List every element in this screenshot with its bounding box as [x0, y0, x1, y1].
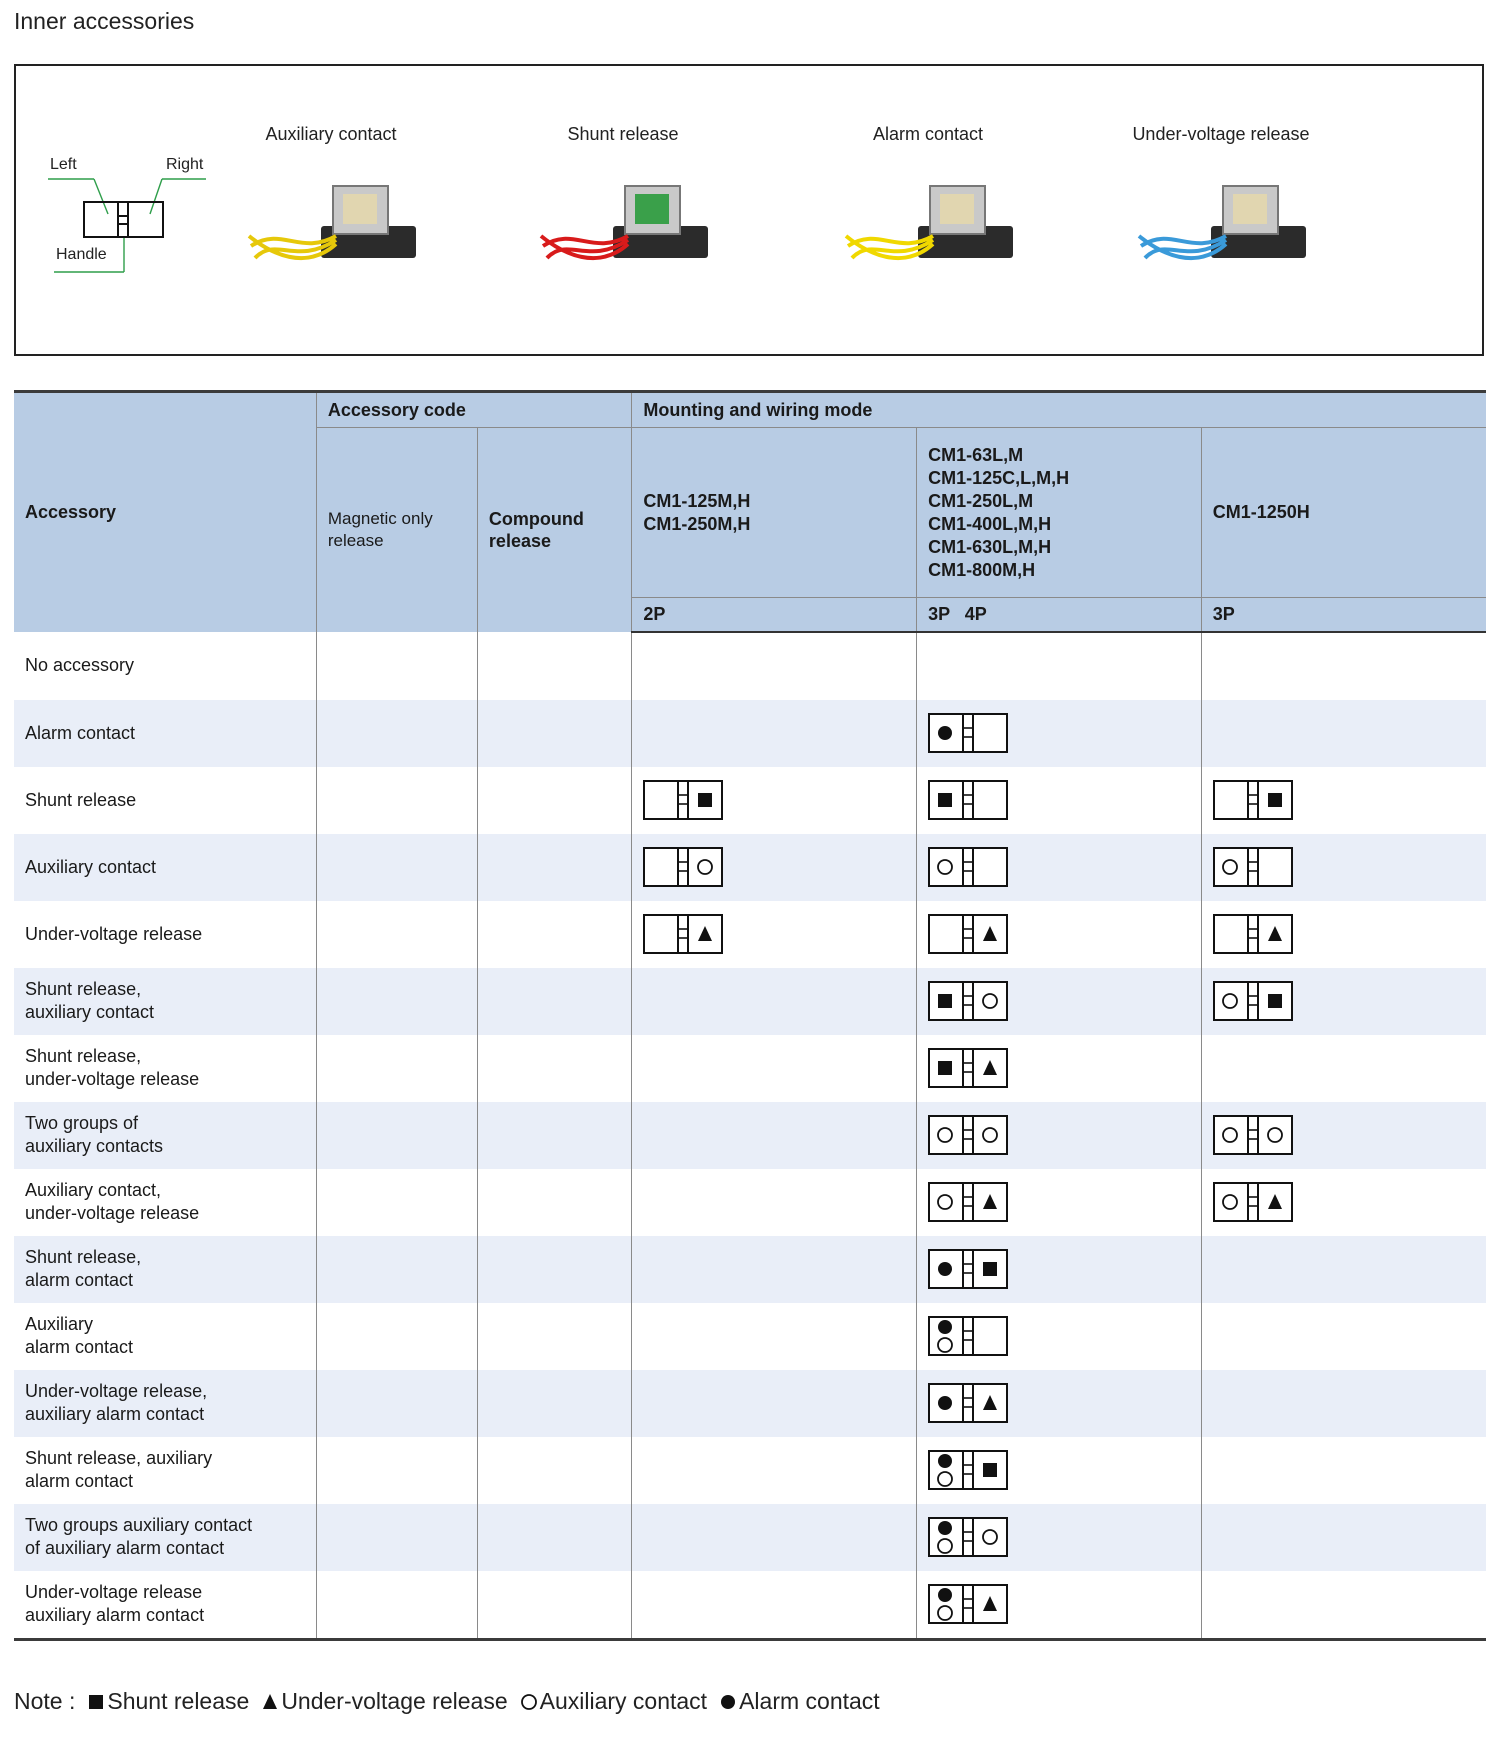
shunt-mark	[938, 793, 952, 807]
compound-code	[477, 1303, 631, 1370]
accessory-name-line: of auxiliary alarm contact	[25, 1538, 225, 1558]
aux-mark	[1223, 860, 1237, 874]
mounting-cell	[632, 968, 917, 1035]
accessory-name-line: Under-voltage release,	[25, 1381, 208, 1401]
mounting-cell	[1201, 767, 1486, 834]
accessory-name-line: auxiliary alarm contact	[25, 1605, 205, 1625]
shunt-mark	[698, 793, 712, 807]
accessory-name	[14, 834, 316, 901]
diagram-left-label: Left	[50, 156, 77, 173]
accessory-name	[14, 1571, 316, 1640]
section-title: Inner accessories	[14, 8, 195, 34]
model-name: CM1-125C,L,M,H	[928, 467, 1070, 488]
model-group-3	[1201, 428, 1486, 598]
alarm-mark	[938, 1262, 952, 1276]
accessory-name-line: Auxiliary contact,	[25, 1180, 162, 1200]
compound-code	[477, 901, 631, 968]
accessory-name-line: Shunt release,	[25, 1046, 142, 1066]
accessory-name	[14, 901, 316, 968]
mounting-cell	[632, 834, 917, 901]
accessory-photo-caption: Shunt release	[567, 124, 679, 144]
magnetic-code	[316, 1303, 477, 1370]
mounting-cell	[632, 700, 917, 767]
accessory-name	[14, 1303, 316, 1370]
table-row	[14, 968, 1486, 1035]
table-row	[14, 1370, 1486, 1437]
magnetic-code	[316, 1102, 477, 1169]
aux-mark	[522, 1695, 536, 1709]
mounting-diagram-icon	[928, 1316, 1008, 1356]
compound-code	[477, 767, 631, 834]
accessory-photo-item	[473, 124, 773, 286]
alarm-legend-icon	[719, 1692, 737, 1712]
compound-code	[477, 1370, 631, 1437]
accessory-name-line: alarm contact	[25, 1337, 134, 1357]
accessory-name-line: Two groups of	[25, 1113, 139, 1133]
accessory-name	[14, 1504, 316, 1571]
alarm-mark	[938, 1588, 952, 1602]
accessory-name-line: auxiliary contacts	[25, 1136, 164, 1156]
table-row	[14, 1571, 1486, 1640]
accessory-header: Accessory	[14, 392, 316, 632]
accessory-name	[14, 1169, 316, 1236]
accessory-name-line: No accessory	[25, 655, 135, 675]
accessory-photo-item	[181, 124, 481, 286]
table-row	[14, 1236, 1486, 1303]
magnetic-code	[316, 1169, 477, 1236]
aux-mark	[938, 860, 952, 874]
mounting-diagram-icon	[928, 981, 1008, 1021]
accessory-name	[14, 1236, 316, 1303]
aux-mark	[983, 1530, 997, 1544]
compound-code	[477, 1169, 631, 1236]
mounting-cell	[632, 901, 917, 968]
mounting-cell	[1201, 901, 1486, 968]
mounting-cell	[1201, 968, 1486, 1035]
aux-mark	[938, 1539, 952, 1553]
table-row	[14, 1102, 1486, 1169]
accessory-name-line: alarm contact	[25, 1270, 134, 1290]
accessory-picture-panel	[14, 64, 1484, 356]
mounting-cell	[1201, 1303, 1486, 1370]
uv-mark	[263, 1694, 277, 1709]
mounting-header: Mounting and wiring mode	[632, 392, 1486, 428]
mounting-diagram-icon	[1213, 981, 1293, 1021]
table-row	[14, 834, 1486, 901]
compound-code	[477, 1571, 631, 1640]
model-name: CM1-1250H	[1212, 502, 1310, 522]
under-voltage-release-photo	[1131, 166, 1311, 286]
mounting-diagram-icon	[1213, 780, 1293, 820]
aux-mark	[1223, 1195, 1237, 1209]
mounting-cell	[917, 1437, 1202, 1504]
mounting-cell	[917, 1236, 1202, 1303]
mounting-cell	[917, 901, 1202, 968]
accessory-name-line: Auxiliary contact	[25, 856, 157, 877]
table-row	[14, 767, 1486, 834]
accessory-name-line: Shunt release,	[25, 1247, 142, 1267]
magnetic-code	[316, 1437, 477, 1504]
aux-mark	[1268, 1128, 1282, 1142]
accessory-name-line: Alarm contact	[25, 722, 136, 743]
compound-code	[477, 632, 631, 700]
table-row	[14, 1504, 1486, 1571]
diagram-handle-label: Handle	[56, 246, 107, 263]
accessory-name-line: Shunt release	[25, 789, 137, 810]
mounting-cell	[917, 1571, 1202, 1640]
model-group-2	[917, 428, 1202, 598]
mounting-cell	[917, 1035, 1202, 1102]
mounting-cell	[1201, 700, 1486, 767]
mounting-diagram-icon	[643, 847, 723, 887]
mounting-diagram-icon	[928, 1048, 1008, 1088]
legend-label: Under-voltage release	[281, 1688, 508, 1714]
legend-label: Alarm contact	[739, 1688, 880, 1714]
compound-code	[477, 968, 631, 1035]
mounting-diagram-icon	[928, 1383, 1008, 1423]
aux-mark	[938, 1606, 952, 1620]
aux-mark	[938, 1128, 952, 1142]
shunt-release-photo	[533, 166, 713, 286]
mounting-diagram-icon	[1213, 914, 1293, 954]
model-name: CM1-125M,H	[643, 490, 751, 511]
mounting-cell	[1201, 1169, 1486, 1236]
mounting-cell	[1201, 1035, 1486, 1102]
mounting-cell	[917, 1303, 1202, 1370]
mounting-cell	[917, 700, 1202, 767]
accessory-name-line: Under-voltage release	[25, 923, 203, 944]
poles-group-3: 3P	[1201, 598, 1486, 632]
mounting-cell	[632, 1303, 917, 1370]
accessory-name	[14, 767, 316, 834]
table-row	[14, 1303, 1486, 1370]
shunt-mark	[1268, 994, 1282, 1008]
mounting-diagram-icon	[928, 1115, 1008, 1155]
note-prefix: Note :	[14, 1688, 76, 1714]
mounting-cell	[1201, 1370, 1486, 1437]
mounting-cell	[917, 767, 1202, 834]
compound-release-header: Compound release	[477, 428, 631, 632]
mounting-cell	[1201, 1504, 1486, 1571]
aux-mark	[938, 1472, 952, 1486]
mounting-cell	[632, 1437, 917, 1504]
accessory-name-line: Auxiliary	[25, 1314, 94, 1334]
accessory-photo-caption: Auxiliary contact	[265, 124, 397, 144]
shunt-mark	[89, 1695, 103, 1709]
table-row	[14, 1035, 1486, 1102]
mounting-cell	[917, 1102, 1202, 1169]
magnetic-code	[316, 1035, 477, 1102]
mounting-diagram-icon	[1213, 1115, 1293, 1155]
magnetic-code	[316, 1236, 477, 1303]
mounting-diagram-icon	[1213, 847, 1293, 887]
alarm-mark	[938, 1396, 952, 1410]
accessory-name-line: Shunt release, auxiliary	[25, 1448, 213, 1468]
shunt-mark	[938, 994, 952, 1008]
magnetic-code	[316, 1370, 477, 1437]
compound-code	[477, 1035, 631, 1102]
aux-mark	[1223, 1128, 1237, 1142]
accessory-table	[14, 390, 1486, 1641]
accessory-name	[14, 1370, 316, 1437]
mounting-diagram-icon	[643, 914, 723, 954]
accessory-name	[14, 632, 316, 700]
magnetic-code	[316, 632, 477, 700]
uv-legend-icon	[261, 1692, 279, 1712]
shunt-mark	[1268, 793, 1282, 807]
mounting-diagram-icon	[1213, 1182, 1293, 1222]
legend-label: Shunt release	[107, 1688, 250, 1714]
mounting-cell	[632, 767, 917, 834]
mounting-cell	[632, 632, 917, 700]
magnetic-release-header: Magnetic only release	[316, 428, 477, 632]
compound-code	[477, 700, 631, 767]
accessory-photo-item	[778, 124, 1078, 286]
mounting-cell	[917, 968, 1202, 1035]
accessory-name	[14, 1102, 316, 1169]
mounting-diagram-icon	[928, 1182, 1008, 1222]
model-group-1	[632, 428, 917, 598]
model-name: CM1-250M,H	[643, 513, 751, 534]
accessory-name-line: Shunt release,	[25, 979, 142, 999]
mounting-cell	[632, 1504, 917, 1571]
compound-code	[477, 1102, 631, 1169]
table-row	[14, 1437, 1486, 1504]
alarm-mark	[938, 1521, 952, 1535]
alarm-mark	[938, 1320, 952, 1334]
accessory-photo-caption: Alarm contact	[872, 124, 984, 144]
aux-mark	[983, 994, 997, 1008]
mounting-diagram-icon	[928, 914, 1008, 954]
accessory-code-header: Accessory code	[316, 392, 632, 428]
magnetic-code	[316, 1504, 477, 1571]
shunt-mark	[983, 1262, 997, 1276]
magnetic-code	[316, 700, 477, 767]
mounting-diagram-icon	[928, 1249, 1008, 1289]
table-row	[14, 1169, 1486, 1236]
accessory-name-line: alarm contact	[25, 1471, 134, 1491]
mounting-diagram-icon	[928, 780, 1008, 820]
mounting-diagram-icon	[928, 1517, 1008, 1557]
aux-legend-icon	[520, 1692, 538, 1712]
model-name: CM1-400L,M,H	[928, 513, 1052, 534]
aux-mark	[983, 1128, 997, 1142]
alarm-mark	[938, 726, 952, 740]
mounting-cell	[632, 1102, 917, 1169]
table-row	[14, 700, 1486, 767]
mounting-cell	[1201, 632, 1486, 700]
accessory-name	[14, 968, 316, 1035]
mounting-cell	[632, 1169, 917, 1236]
table-row	[14, 632, 1486, 700]
table-row	[14, 901, 1486, 968]
mounting-cell	[632, 1571, 917, 1640]
accessory-name-line: under-voltage release	[25, 1069, 200, 1089]
mounting-cell	[1201, 1102, 1486, 1169]
mounting-cell	[917, 1504, 1202, 1571]
magnetic-code	[316, 767, 477, 834]
magnetic-code	[316, 834, 477, 901]
mounting-cell	[632, 1370, 917, 1437]
diagram-right-label: Right	[166, 156, 204, 173]
model-name: CM1-800M,H	[928, 559, 1036, 580]
magnetic-code	[316, 1571, 477, 1640]
mounting-cell	[917, 632, 1202, 700]
mounting-cell	[1201, 1437, 1486, 1504]
mounting-cell	[917, 1169, 1202, 1236]
mounting-cell	[917, 1370, 1202, 1437]
accessory-name	[14, 1035, 316, 1102]
accessory-name-line: auxiliary contact	[25, 1002, 155, 1022]
compound-code	[477, 1504, 631, 1571]
mounting-cell	[1201, 1571, 1486, 1640]
compound-code	[477, 1437, 631, 1504]
accessory-name-line: under-voltage release	[25, 1203, 200, 1223]
accessory-name	[14, 700, 316, 767]
legend-note	[14, 1688, 880, 1715]
mounting-cell	[632, 1035, 917, 1102]
alarm-contact-photo	[838, 166, 1018, 286]
mounting-diagram-icon	[928, 1584, 1008, 1624]
shunt-mark	[938, 1061, 952, 1075]
magnetic-code	[316, 968, 477, 1035]
mounting-diagram-icon	[928, 1450, 1008, 1490]
accessory-name-line: Two groups auxiliary contact	[25, 1515, 253, 1535]
model-name: CM1-250L,M	[928, 490, 1034, 511]
compound-code	[477, 1236, 631, 1303]
accessory-name-line: auxiliary alarm contact	[25, 1404, 205, 1424]
aux-mark	[698, 860, 712, 874]
shunt-legend-icon	[87, 1692, 105, 1712]
model-name: CM1-630L,M,H	[928, 536, 1052, 557]
poles-group-2: 3P 4P	[917, 598, 1202, 632]
aux-mark	[938, 1338, 952, 1352]
model-name: CM1-63L,M	[928, 444, 1024, 465]
aux-mark	[1223, 994, 1237, 1008]
compound-code	[477, 834, 631, 901]
accessory-photo-item	[1071, 124, 1371, 286]
mounting-diagram-icon	[928, 713, 1008, 753]
shunt-mark	[983, 1463, 997, 1477]
alarm-mark	[938, 1454, 952, 1468]
mounting-cell	[917, 834, 1202, 901]
accessory-name	[14, 1437, 316, 1504]
poles-group-1: 2P	[632, 598, 917, 632]
mounting-diagram-icon	[928, 847, 1008, 887]
mounting-cell	[632, 1236, 917, 1303]
mounting-diagram-icon	[643, 780, 723, 820]
aux-mark	[938, 1195, 952, 1209]
auxiliary-contact-photo	[241, 166, 421, 286]
legend-label: Auxiliary contact	[539, 1688, 708, 1714]
mounting-cell	[1201, 834, 1486, 901]
alarm-mark	[721, 1695, 735, 1709]
accessory-name-line: Under-voltage release	[25, 1582, 203, 1602]
magnetic-code	[316, 901, 477, 968]
mounting-cell	[1201, 1236, 1486, 1303]
accessory-photo-caption: Under-voltage release	[1132, 124, 1310, 144]
